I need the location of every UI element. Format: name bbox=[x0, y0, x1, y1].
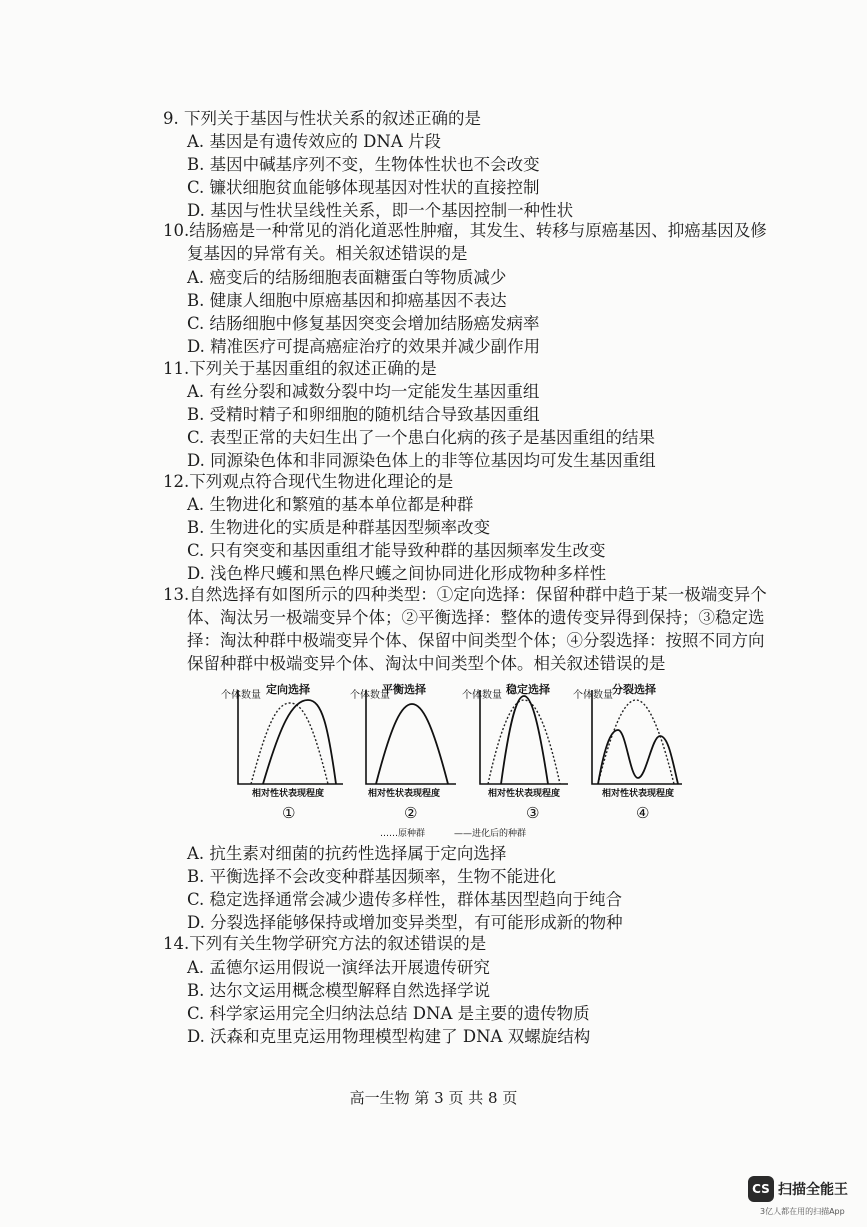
question-12-option-d: D. 浅色桦尺蠖和黑色桦尺蠖之间协同进化形成物种多样性 bbox=[187, 564, 607, 583]
question-10-stem-cont: 复基因的异常有关。相关叙述错误的是 bbox=[187, 244, 468, 263]
selection-types-figure bbox=[218, 678, 688, 840]
x-label-3: 相对性状表现程度 bbox=[488, 789, 561, 799]
question-11-option-c: C. 表型正常的夫妇生出了一个患白化病的孩子是基因重组的结果 bbox=[187, 428, 656, 447]
question-14-stem: 14.下列有关生物学研究方法的叙述错误的是 bbox=[163, 934, 487, 953]
question-9-option-b: B. 基因中碱基序列不变，生物体性状也不会改变 bbox=[187, 155, 540, 174]
question-13-stem-cont-3: 保留种群中极端变异个体、淘汰中间类型个体。相关叙述错误的是 bbox=[187, 654, 666, 673]
question-12-option-a: A. 生物进化和繁殖的基本单位都是种群 bbox=[187, 495, 474, 514]
scanner-name: 扫描全能王 bbox=[778, 1182, 848, 1198]
panel-title-1: 定向选择 bbox=[266, 683, 310, 696]
question-9-option-c: C. 镰状细胞贫血能够体现基因对性状的直接控制 bbox=[187, 178, 540, 197]
panel-number-1: ① bbox=[282, 804, 296, 822]
question-14-option-c: C. 科学家运用完全归纳法总结 DNA 是主要的遗传物质 bbox=[187, 1004, 590, 1023]
x-label-2: 相对性状表现程度 bbox=[368, 789, 441, 799]
question-11-option-a: A. 有丝分裂和减数分裂中均一定能发生基因重组 bbox=[187, 382, 540, 401]
question-14-option-b: B. 达尔文运用概念模型解释自然选择学说 bbox=[187, 981, 491, 1000]
question-10-option-a: A. 癌变后的结肠细胞表面糖蛋白等物质减少 bbox=[187, 268, 507, 287]
panel-title-2: 平衡选择 bbox=[382, 683, 426, 696]
question-13-option-a: A. 抗生素对细菌的抗药性选择属于定向选择 bbox=[187, 844, 507, 863]
question-13-stem-cont-1: 体、淘汰另一极端变异个体；②平衡选择：整体的遗传变异得到保持；③稳定选 bbox=[187, 608, 765, 627]
question-9-stem: 9. 下列关于基因与性状关系的叙述正确的是 bbox=[163, 109, 481, 128]
question-12-option-b: B. 生物进化的实质是种群基因型频率改变 bbox=[187, 518, 491, 537]
question-13-stem: 13.自然选择有如图所示的四种类型：①定向选择：保留种群中趋于某一极端变异个 bbox=[163, 585, 767, 604]
question-10-option-d: D. 精准医疗可提高癌症治疗的效果并减少副作用 bbox=[187, 337, 541, 356]
legend-evolved: ——进化后的种群 bbox=[454, 829, 527, 839]
page-footer: 高一生物 第 3 页 共 8 页 bbox=[349, 1089, 518, 1107]
question-10-option-c: C. 结肠细胞中修复基因突变会增加结肠癌发病率 bbox=[187, 314, 540, 333]
curve-original-4 bbox=[598, 700, 674, 784]
panel-number-3: ③ bbox=[526, 804, 540, 822]
scanner-tagline: 3亿人都在用的扫描App bbox=[760, 1207, 845, 1216]
legend-original: ……原种群 bbox=[380, 829, 426, 839]
scanner-watermark bbox=[748, 1176, 858, 1220]
axes-1 bbox=[238, 690, 343, 784]
panel-number-4: ④ bbox=[636, 804, 650, 822]
question-10-stem: 10.结肠癌是一种常见的消化道恶性肿瘤，其发生、转移与原癌基因、抑癌基因及修 bbox=[163, 221, 767, 240]
question-11-stem: 11.下列关于基因重组的叙述正确的是 bbox=[163, 359, 437, 378]
curve-original-3 bbox=[488, 700, 560, 784]
question-14-option-d: D. 沃森和克里克运用物理模型构建了 DNA 双螺旋结构 bbox=[187, 1027, 591, 1046]
y-label-1: 个体数量 bbox=[221, 690, 261, 701]
axes-3 bbox=[480, 690, 568, 784]
axes-4 bbox=[592, 690, 682, 784]
question-13-option-d: D. 分裂选择能够保持或增加变异类型，有可能形成新的物种 bbox=[187, 913, 623, 932]
question-13-option-c: C. 稳定选择通常会减少遗传多样性，群体基因型趋向于纯合 bbox=[187, 890, 623, 909]
panel-title-3: 稳定选择 bbox=[506, 683, 550, 696]
question-14-option-a: A. 孟德尔运用假说一演绎法开展遗传研究 bbox=[187, 958, 490, 977]
question-11-option-d: D. 同源染色体和非同源染色体上的非等位基因均可发生基因重组 bbox=[187, 451, 656, 470]
y-label-3: 个体数量 bbox=[462, 690, 502, 701]
panel-number-2: ② bbox=[404, 804, 418, 822]
question-9-option-a: A. 基因是有遗传效应的 DNA 片段 bbox=[187, 132, 441, 151]
question-12-option-c: C. 只有突变和基因重组才能导致种群的基因频率发生改变 bbox=[187, 541, 606, 560]
question-10-option-b: B. 健康人细胞中原癌基因和抑癌基因不表达 bbox=[187, 291, 507, 310]
x-label-1: 相对性状表现程度 bbox=[252, 789, 325, 799]
question-9-option-d: D. 基因与性状呈线性关系，即一个基因控制一种性状 bbox=[187, 201, 574, 220]
question-12-stem: 12.下列观点符合现代生物进化理论的是 bbox=[163, 472, 454, 491]
panel-title-4: 分裂选择 bbox=[612, 683, 656, 696]
question-13-option-b: B. 平衡选择不会改变种群基因频率，生物不能进化 bbox=[187, 867, 557, 886]
curve-evolved-3 bbox=[501, 696, 548, 784]
question-13-stem-cont-2: 择：淘汰种群中极端变异个体、保留中间类型个体；④分裂选择：按照不同方向 bbox=[187, 631, 765, 650]
question-11-option-b: B. 受精时精子和卵细胞的随机结合导致基因重组 bbox=[187, 405, 540, 424]
y-label-2: 个体数量 bbox=[350, 690, 390, 701]
scanner-logo-icon: CS bbox=[748, 1176, 774, 1202]
curve-both-2 bbox=[376, 704, 448, 784]
curve-evolved-4 bbox=[598, 730, 678, 784]
y-label-4: 个体数量 bbox=[573, 690, 613, 701]
x-label-4: 相对性状表现程度 bbox=[602, 789, 675, 799]
selection-types-svg bbox=[218, 678, 688, 840]
